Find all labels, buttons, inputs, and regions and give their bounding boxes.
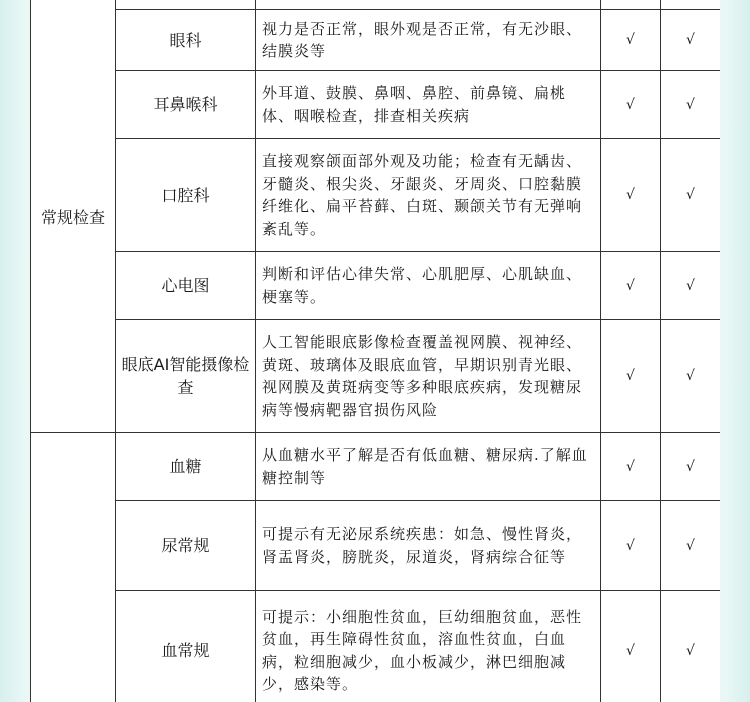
- check-cell: √: [601, 252, 661, 320]
- table-row: [31, 139, 721, 252]
- description-cell: 视力是否正常，眼外观是否正常，有无沙眼、结膜炎等: [256, 10, 601, 71]
- check-cell: [661, 0, 721, 10]
- table-row: [31, 71, 721, 139]
- check-cell: √: [661, 320, 721, 433]
- table-row: [31, 320, 721, 433]
- table-row: [31, 10, 721, 71]
- description-cell: 可提示：小细胞性贫血，巨幼细胞贫血，恶性贫血，再生障碍性贫血，溶血性贫血，白血病，粒细胞减少，血小板减少，淋巴细胞减少，感染等。: [256, 591, 601, 702]
- table-row: [31, 433, 721, 501]
- item-cell: 耳鼻喉科: [116, 71, 256, 139]
- table-row: [31, 0, 721, 10]
- item-cell: [116, 0, 256, 10]
- check-cell: √: [661, 10, 721, 71]
- check-cell: [601, 0, 661, 10]
- check-cell: √: [601, 71, 661, 139]
- check-cell: √: [661, 501, 721, 591]
- table-row: [31, 501, 721, 591]
- check-cell: √: [601, 591, 661, 702]
- table-row: [31, 591, 721, 702]
- item-cell: 尿常规: [116, 501, 256, 591]
- check-cell: √: [601, 501, 661, 591]
- table-row: [31, 252, 721, 320]
- description-cell: 从血糖水平了解是否有低血糖、糖尿病.了解血糖控制等: [256, 433, 601, 501]
- check-cell: √: [601, 139, 661, 252]
- item-cell: 口腔科: [116, 139, 256, 252]
- check-cell: √: [601, 433, 661, 501]
- check-cell: √: [661, 252, 721, 320]
- check-cell: √: [661, 591, 721, 702]
- category-cell: [31, 433, 116, 702]
- check-cell: √: [601, 320, 661, 433]
- check-cell: √: [661, 433, 721, 501]
- description-cell: [256, 0, 601, 10]
- description-cell: 判断和评估心律失常、心肌肥厚、心肌缺血、梗塞等。: [256, 252, 601, 320]
- exam-table-sheet: [30, 0, 720, 702]
- description-cell: 可提示有无泌尿系统疾患：如急、慢性肾炎，肾盂肾炎，膀胱炎，尿道炎，肾病综合征等: [256, 501, 601, 591]
- description-cell: 直接观察颌面部外观及功能；检查有无龋齿、牙髓炎、根尖炎、牙龈炎、牙周炎、口腔黏膜纤维化、扁平苔藓、白斑、颞颌关节有无弹响紊乱等。: [256, 139, 601, 252]
- description-cell: 外耳道、鼓膜、鼻咽、鼻腔、前鼻镜、扁桃体、咽喉检查，排查相关疾病: [256, 71, 601, 139]
- exam-items-table: [30, 0, 720, 702]
- check-cell: √: [601, 10, 661, 71]
- item-cell: 眼科: [116, 10, 256, 71]
- item-cell: 心电图: [116, 252, 256, 320]
- item-cell: 血常规: [116, 591, 256, 702]
- description-cell: 人工智能眼底影像检查覆盖视网膜、视神经、黄斑、玻璃体及眼底血管，早期识别青光眼、视网膜及黄斑病变等多种眼底疾病，发现糖尿病等慢病靶器官损伤风险: [256, 320, 601, 433]
- check-cell: √: [661, 71, 721, 139]
- item-cell: 血糖: [116, 433, 256, 501]
- item-cell: 眼底AI智能摄像检查: [116, 320, 256, 433]
- category-cell: 常规检查: [31, 0, 116, 433]
- check-cell: √: [661, 139, 721, 252]
